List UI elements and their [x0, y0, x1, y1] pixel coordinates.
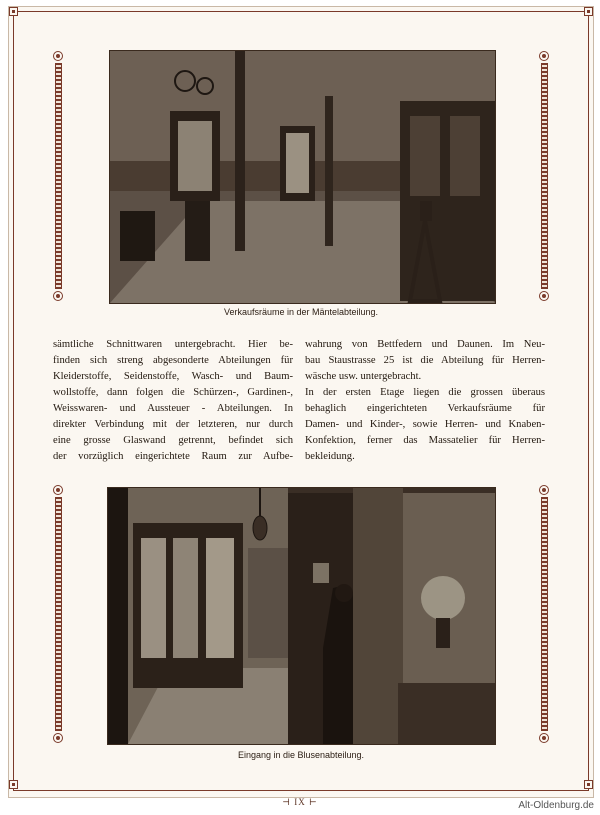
text-line: wollstoffe, dann folgen die Schürzen-, Gardinen-,	[53, 387, 293, 398]
side-ornament-left-top	[53, 51, 63, 301]
photo-blouse-department-illustration	[108, 488, 495, 744]
text-line: wahrung von Bettfedern und Daunen. Im Neu-	[305, 339, 545, 350]
text-line: sämtliche Schnittwaren untergebracht. Hier be-	[53, 339, 293, 350]
photo-caption-top: Verkaufsräume in der Mäntelabteilung.	[223, 307, 379, 317]
catalog-page	[8, 6, 594, 798]
text-line: finden sich streng abgesonderte Abteilungen für	[53, 355, 293, 366]
page-number-value: IX	[294, 797, 306, 807]
text-column-left	[53, 337, 293, 465]
corner-ornament	[584, 780, 593, 789]
text-line: eine grosse Glaswand getrennt, befindet sich	[53, 435, 293, 446]
side-ornament-right-bottom	[539, 485, 549, 743]
corner-ornament	[9, 7, 18, 16]
text-line: Konfektion, ferner das Massatelier für Herren-	[305, 435, 545, 446]
text-line: Kleiderstoffe, Seidenstoffe, Wasch- und Baum-	[53, 371, 293, 382]
photo-blouse-department-entrance	[107, 487, 496, 745]
text-line: der vorzüglich eingerichtete Raum zur Aufbe-	[53, 451, 293, 462]
photo-coat-department-illustration	[110, 51, 495, 303]
corner-ornament	[9, 780, 18, 789]
text-column-right	[305, 337, 545, 465]
side-ornament-left-bottom	[53, 485, 63, 743]
page-number	[0, 797, 600, 808]
text-line: bau Staustrasse 25 ist die Abteilung für Herren-	[305, 355, 545, 366]
text-line: In der ersten Etage liegen die grossen überaus	[305, 387, 545, 398]
text-line: bekleidung.	[305, 451, 355, 462]
text-line: wäsche usw. untergebracht.	[305, 371, 422, 382]
page-number-ornament-left: ⊣	[282, 797, 295, 807]
text-line: direkter Verbindung mit der letzteren, nur durch	[53, 419, 293, 430]
text-line: Damen- und Kinder-, sowie Herren- und Knaben-	[305, 419, 545, 430]
corner-ornament	[584, 7, 593, 16]
text-line: Weisswaren- und Aussteuer - Abteilungen. In	[53, 403, 293, 414]
photo-coat-department	[109, 50, 496, 304]
side-ornament-right-top	[539, 51, 549, 301]
text-line: behaglich eingerichteten Verkaufsräume für	[305, 403, 545, 414]
photo-caption-bottom: Eingang in die Blusenabteilung.	[237, 750, 365, 760]
watermark: Alt-Oldenburg.de	[518, 800, 594, 811]
page-number-ornament-right: ⊢	[305, 797, 318, 807]
